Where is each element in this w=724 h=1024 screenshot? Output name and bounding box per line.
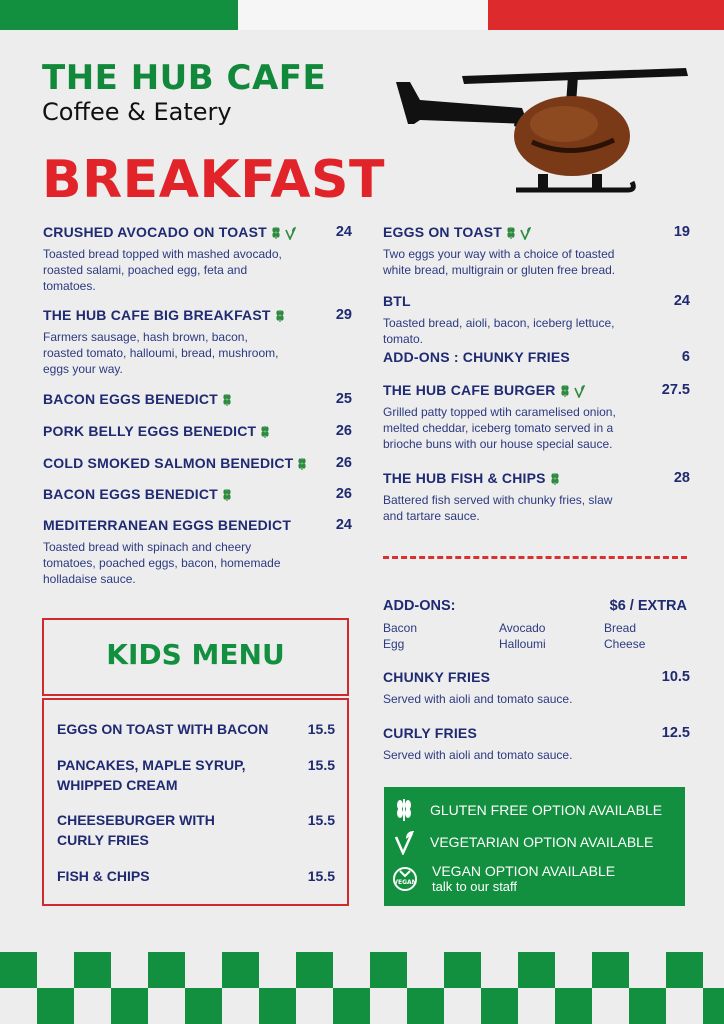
- item-name-text: BACON EGGS BENEDICT: [43, 486, 218, 502]
- item-name-text: THE HUB CAFE BIG BREAKFAST: [43, 307, 271, 323]
- kids-item-price: 15.5: [307, 721, 335, 737]
- item-name: [43, 224, 297, 240]
- kids-item-name: [57, 719, 268, 739]
- item-name: [383, 293, 411, 309]
- kids-menu-item: [57, 866, 335, 886]
- menu-item: [43, 423, 352, 439]
- menu-item: [383, 349, 690, 365]
- checker-square: [37, 988, 74, 1024]
- item-name: [383, 382, 586, 398]
- gluten-free-icon: [222, 488, 232, 502]
- kids-item-name-line: CHEESEBURGER WITH: [57, 812, 215, 828]
- menu-item: [43, 455, 352, 471]
- brand: [42, 60, 326, 126]
- section-title: BREAKFAST: [42, 150, 385, 210]
- brand-title: THE HUB CAFE: [42, 58, 327, 98]
- checker-square: [370, 952, 407, 988]
- gluten-free-icon: [260, 425, 270, 439]
- vegetarian-icon: [520, 226, 532, 240]
- menu-item: [383, 382, 690, 452]
- item-name-text: PORK BELLY EGGS BENEDICT: [43, 423, 257, 439]
- checker-square: [111, 988, 148, 1024]
- item-description-line: roasted tomato, halloumi, bread, mushroom,: [43, 346, 279, 361]
- checker-square: [703, 988, 724, 1024]
- item-name-text: MEDITERRANEAN EGGS BENEDICT: [43, 517, 292, 533]
- kids-item-name-line: PANCAKES, MAPLE SYRUP,: [57, 757, 246, 773]
- item-description-line: eggs your way.: [43, 362, 123, 377]
- addons-label: ADD-ONS:: [383, 598, 456, 614]
- gluten-free-icon: [506, 226, 516, 240]
- item-name: [43, 307, 285, 323]
- checker-square: [148, 952, 185, 988]
- gluten-free-icon: [297, 457, 307, 471]
- dietary-legend: [384, 787, 685, 906]
- addon-item: Halloumi: [499, 637, 546, 651]
- checker-square: [259, 988, 296, 1024]
- side-item: [383, 725, 690, 763]
- dashed-divider: [383, 556, 687, 559]
- item-price: 26: [335, 423, 352, 440]
- kids-item-name: [57, 810, 215, 850]
- kids-menu-title: KIDS MENU: [106, 638, 285, 671]
- item-name-text: ADD-ONS : CHUNKY FRIES: [383, 349, 570, 365]
- vegetarian-icon: [574, 384, 586, 398]
- item-description: Served with aioli and tomato sauce.: [383, 748, 573, 762]
- menu-item: [43, 517, 352, 587]
- item-description: [43, 246, 352, 294]
- legend-text: VEGAN OPTION AVAILABLE: [432, 863, 616, 879]
- kids-item-name-line: WHIPPED CREAM: [57, 777, 178, 793]
- menu-item: [383, 470, 690, 524]
- checker-square: [407, 988, 444, 1024]
- item-name: [383, 349, 570, 365]
- item-description-line: Toasted bread, aioli, bacon, iceberg lettuce,: [383, 316, 615, 330]
- item-price: 6: [681, 349, 690, 365]
- vegan-icon: [392, 866, 418, 892]
- item-description-line: tomatoes.: [43, 279, 96, 294]
- checker-square: [296, 952, 333, 988]
- item-description-line: roasted salami, poached egg, feta and: [43, 263, 248, 278]
- item-name-text: CRUSHED AVOCADO ON TOAST: [43, 224, 267, 240]
- item-description-line: Toasted bread with spinach and cheery: [43, 540, 252, 554]
- checker-square: [333, 988, 370, 1024]
- kids-menu-item: [57, 755, 335, 795]
- kids-menu-item: [57, 810, 335, 850]
- item-description-line: white bread, multigrain or gluten free bread.: [383, 263, 616, 278]
- item-name: [43, 455, 307, 471]
- vegetarian-icon: [285, 226, 297, 240]
- legend-text: VEGETARIAN OPTION AVAILABLE: [430, 834, 654, 850]
- item-name: [383, 224, 532, 240]
- item-price: 24: [673, 293, 690, 309]
- item-name: CHUNKY FRIES: [383, 669, 491, 685]
- checker-square: [666, 952, 703, 988]
- checker-square: [0, 952, 37, 988]
- item-description-line: tomatoes, poached eggs, bacon, homemade: [43, 556, 281, 570]
- item-description-line: holladaise sauce.: [43, 572, 136, 586]
- item-description-line: brioche buns with our house special sauce.: [383, 437, 613, 452]
- gluten-free-icon: [271, 226, 281, 240]
- kids-item-name: [57, 866, 150, 886]
- addons-price: $6 / EXTRA: [609, 598, 687, 614]
- flag-stripe-white: [238, 0, 488, 30]
- flag-stripe-red: [488, 0, 724, 30]
- item-price: 27.5: [661, 382, 690, 399]
- addon-item: Egg: [383, 637, 405, 651]
- menu-item: [43, 486, 352, 502]
- item-name: CURLY FRIES: [383, 725, 477, 741]
- checker-square: [555, 988, 592, 1024]
- item-price: 10.5: [661, 669, 690, 685]
- checker-square: [629, 988, 666, 1024]
- item-price: 19: [673, 224, 690, 241]
- gluten-free-icon: [560, 384, 570, 398]
- item-description-line: tomato.: [383, 332, 424, 346]
- item-name-text: THE HUB FISH & CHIPS: [383, 470, 546, 486]
- brand-subtitle: Coffee & Eatery: [42, 98, 232, 126]
- gluten-free-icon: [550, 472, 560, 486]
- checker-square: [74, 952, 111, 988]
- kids-item-name-line: CURLY FRIES: [57, 832, 149, 848]
- item-price: 29: [335, 307, 352, 324]
- flag-stripe-green: [0, 0, 238, 30]
- legend-row: [392, 863, 615, 894]
- item-price: 24: [335, 517, 352, 533]
- item-description-line: Grilled patty topped wtih caramelised onion,: [383, 405, 616, 420]
- item-name-text: COLD SMOKED SALMON BENEDICT: [43, 455, 294, 471]
- menu-item: [383, 293, 690, 347]
- item-description: [383, 315, 690, 347]
- legend-row: [392, 797, 662, 823]
- item-price: 26: [335, 486, 352, 503]
- item-price: 12.5: [661, 725, 690, 741]
- checker-square: [185, 988, 222, 1024]
- gluten-free-icon: [392, 797, 416, 823]
- gluten-free-icon: [275, 309, 285, 323]
- item-price: 25: [335, 391, 352, 408]
- kids-item-name-line: EGGS ON TOAST WITH BACON: [57, 721, 269, 737]
- item-description: [383, 246, 690, 278]
- item-price: 26: [335, 455, 352, 472]
- legend-text: GLUTEN FREE OPTION AVAILABLE: [430, 802, 663, 818]
- item-description-line: Two eggs your way with a choice of toasted: [383, 247, 615, 262]
- kids-item-price: 15.5: [307, 757, 335, 773]
- checker-square: [481, 988, 518, 1024]
- checker-square: [222, 952, 259, 988]
- vegetarian-icon: [392, 829, 416, 855]
- item-description: [43, 539, 352, 587]
- menu-item: [43, 307, 352, 377]
- kids-item-name: [57, 755, 246, 795]
- item-description: [383, 404, 690, 452]
- item-name-text: THE HUB CAFE BURGER: [383, 382, 556, 398]
- item-description: [43, 329, 352, 377]
- legend-row: [392, 829, 653, 855]
- addon-item: Bread: [604, 621, 637, 635]
- menu-item: [383, 224, 690, 278]
- checkered-border: [0, 952, 724, 1024]
- gluten-free-icon: [222, 393, 232, 407]
- kids-item-name-line: FISH & CHIPS: [57, 868, 150, 884]
- kids-item-price: 15.5: [307, 812, 335, 828]
- addons-header: [383, 598, 687, 614]
- kids-item-price: 15.5: [307, 868, 335, 884]
- checker-square: [592, 952, 629, 988]
- item-name: [383, 470, 560, 486]
- legend-subtext: talk to our staff: [432, 879, 518, 894]
- item-price: 28: [673, 470, 690, 487]
- item-name-text: BTL: [383, 293, 411, 309]
- vegan-badge-text: VEGAN: [393, 878, 417, 886]
- item-description-line: Battered fish served with chunky fries, slaw: [383, 493, 613, 508]
- item-price: 24: [335, 224, 352, 241]
- menu-item: [43, 224, 352, 294]
- menu-item: [43, 391, 352, 407]
- item-description: Served with aioli and tomato sauce.: [383, 692, 573, 706]
- item-name: [43, 517, 291, 533]
- item-description-line: Toasted bread topped with mashed avocado,: [43, 247, 282, 262]
- item-name: [43, 391, 232, 407]
- item-description: [383, 492, 690, 524]
- checker-square: [444, 952, 481, 988]
- item-name-text: EGGS ON TOAST: [383, 224, 503, 240]
- item-name: [43, 486, 232, 502]
- addon-item: Bacon: [383, 621, 418, 635]
- item-description-line: Farmers sausage, hash brown, bacon,: [43, 330, 248, 345]
- item-name-text: BACON EGGS BENEDICT: [43, 391, 218, 407]
- helicopter-coffee-bean-logo: [392, 62, 688, 194]
- item-description-line: and tartare sauce.: [383, 509, 480, 524]
- side-item: [383, 669, 690, 707]
- item-description-line: melted cheddar, iceberg tomato served in a: [383, 421, 614, 436]
- item-name: [43, 423, 270, 439]
- addon-item: Cheese: [604, 637, 646, 651]
- kids-menu-item: [57, 719, 335, 739]
- checker-square: [518, 952, 555, 988]
- addon-item: Avocado: [499, 621, 546, 635]
